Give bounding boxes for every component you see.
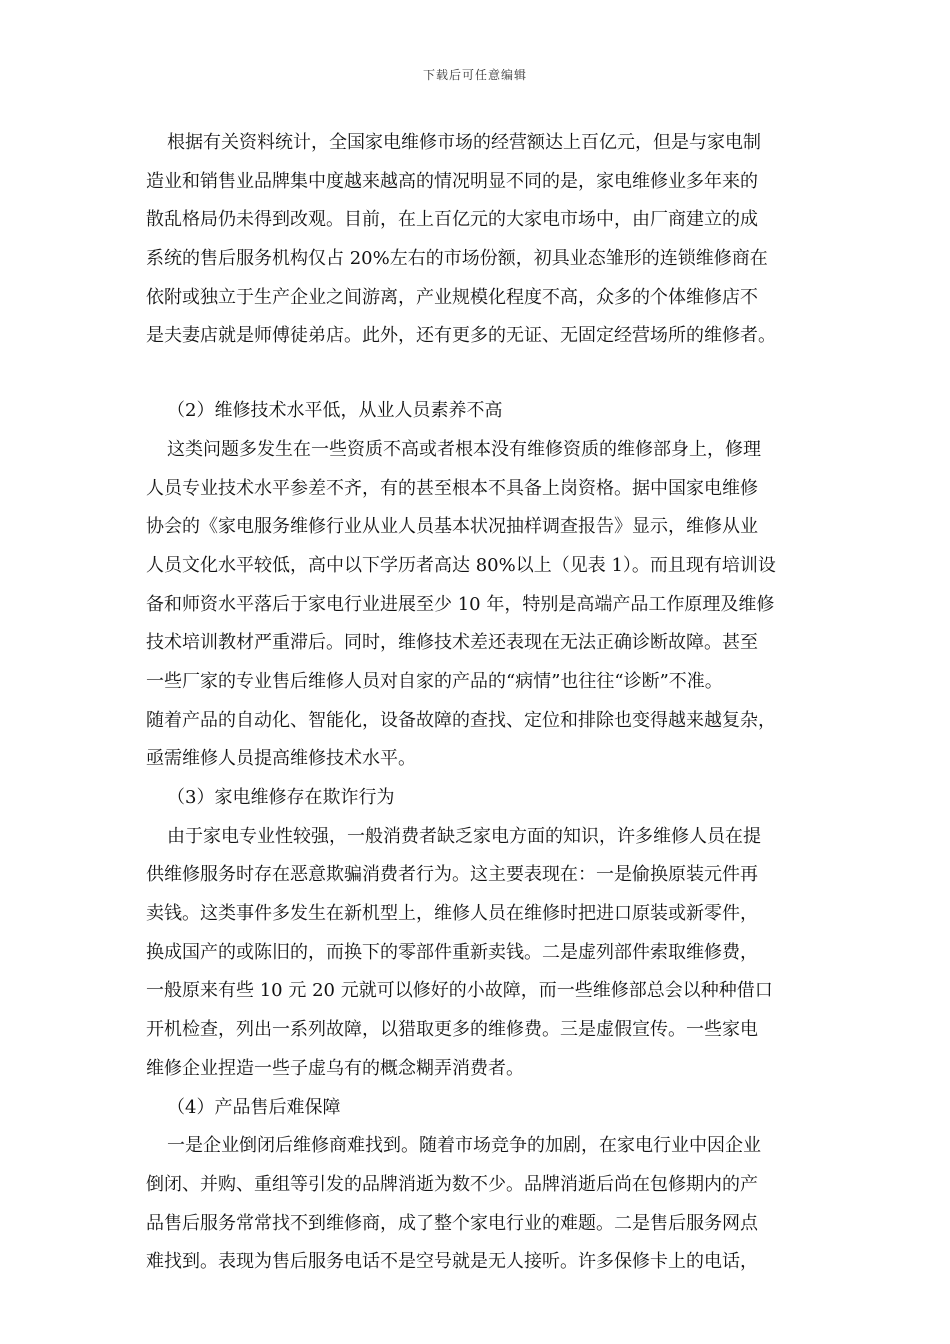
text-line: 由于家电专业性较强，一般消费者缺乏家电方面的知识，许多维修人员在提 — [167, 825, 761, 847]
text-line: 人员专业技术水平参差不齐，有的甚至根本不具备上岗资格。据中国家电维修 — [146, 477, 758, 499]
text-line: 随着产品的自动化、智能化，设备故障的查找、定位和排除也变得越来越复杂， — [146, 709, 776, 731]
paragraph-3 — [146, 818, 806, 1089]
text-line: 协会的《家电服务维修行业从业人员基本状况抽样调查报告》显示，维修从业 — [146, 516, 758, 538]
text-line: 造业和销售业品牌集中度越来越高的情况明显不同的是，家电维修业多年来的 — [146, 170, 758, 192]
text-line: 一是企业倒闭后维修商难找到。随着市场竞争的加剧，在家电行业中因企业 — [167, 1135, 761, 1157]
text-line: 倒闭、并购、重组等引发的品牌消逝为数不少。品牌消逝后尚在包修期内的产 — [146, 1173, 758, 1195]
text-line: 备和师资水平落后于家电行业进展至少 10 年，特别是高端产品工作原理及维修 — [146, 593, 775, 615]
text-line: 供维修服务时存在恶意欺骗消费者行为。这主要表现在：一是偷换原装元件再 — [146, 864, 758, 886]
page-header: 下载后可任意编辑 — [422, 68, 527, 82]
section-heading-2: （2）维修技术水平低，从业人员素养不高 — [167, 400, 503, 422]
paragraph-4 — [146, 1127, 806, 1282]
paragraph-spacer — [146, 356, 806, 392]
text-line: 换成国产的或陈旧的，而换下的零部件重新卖钱。二是虚列部件索取维修费， — [146, 941, 758, 963]
text-line: 维修企业捏造一些子虚乌有的概念糊弄消费者。 — [146, 1057, 524, 1079]
text-line: 这类问题多发生在一些资质不高或者根本没有维修资质的维修部身上，修理 — [167, 438, 761, 460]
text-line: 一般原来有些 10 元 20 元就可以修好的小故障，而一些维修部总会以种种借口 — [146, 980, 773, 1002]
text-line: 品售后服务常常找不到维修商，成了整个家电行业的难题。二是售后服务网点 — [146, 1212, 758, 1234]
section-heading-3: （3）家电维修存在欺诈行为 — [167, 787, 395, 808]
text-line: 是夫妻店就是师傅徒弟店。此外，还有更多的无证、无固定经营场所的维修者。 — [146, 325, 776, 347]
section-heading-4: （4）产品售后难保障 — [167, 1096, 341, 1118]
text-line: 依附或独立于生产企业之间游离，产业规模化程度不高，众多的个体维修店不 — [146, 286, 758, 308]
text-line: 根据有关资料统计，全国家电维修市场的经营额达上百亿元，但是与家电制 — [167, 132, 761, 153]
paragraph-1 — [146, 124, 806, 356]
paragraph-2 — [146, 431, 806, 779]
text-line: 人员文化水平较低，高中以下学历者高达 80%以上（见表 1）。而且现有培训设 — [146, 554, 776, 576]
text-line: 一些厂家的专业售后维修人员对自家的产品的“病情”也往往“诊断”不准。 — [146, 670, 723, 692]
text-line: 散乱格局仍未得到改观。目前，在上百亿元的大家电市场中，由厂商建立的成 — [146, 209, 758, 231]
text-line: 技术培训教材严重滞后。同时，维修技术差还表现在无法正确诊断故障。甚至 — [146, 632, 758, 654]
text-line: 系统的售后服务机构仅占 20%左右的市场份额，初具业态雏形的连锁维修商在 — [146, 248, 768, 270]
text-line: 难找到。表现为售后服务电话不是空号就是无人接听。许多保修卡上的电话， — [146, 1251, 758, 1273]
text-line: 卖钱。这类事件多发生在新机型上，维修人员在维修时把进口原装或新零件， — [146, 903, 758, 925]
document-body — [146, 124, 806, 1282]
text-line: 开机检查，列出一系列故障，以猎取更多的维修费。三是虚假宣传。一些家电 — [146, 1019, 758, 1041]
text-line: 亟需维修人员提高维修技术水平。 — [146, 748, 416, 770]
